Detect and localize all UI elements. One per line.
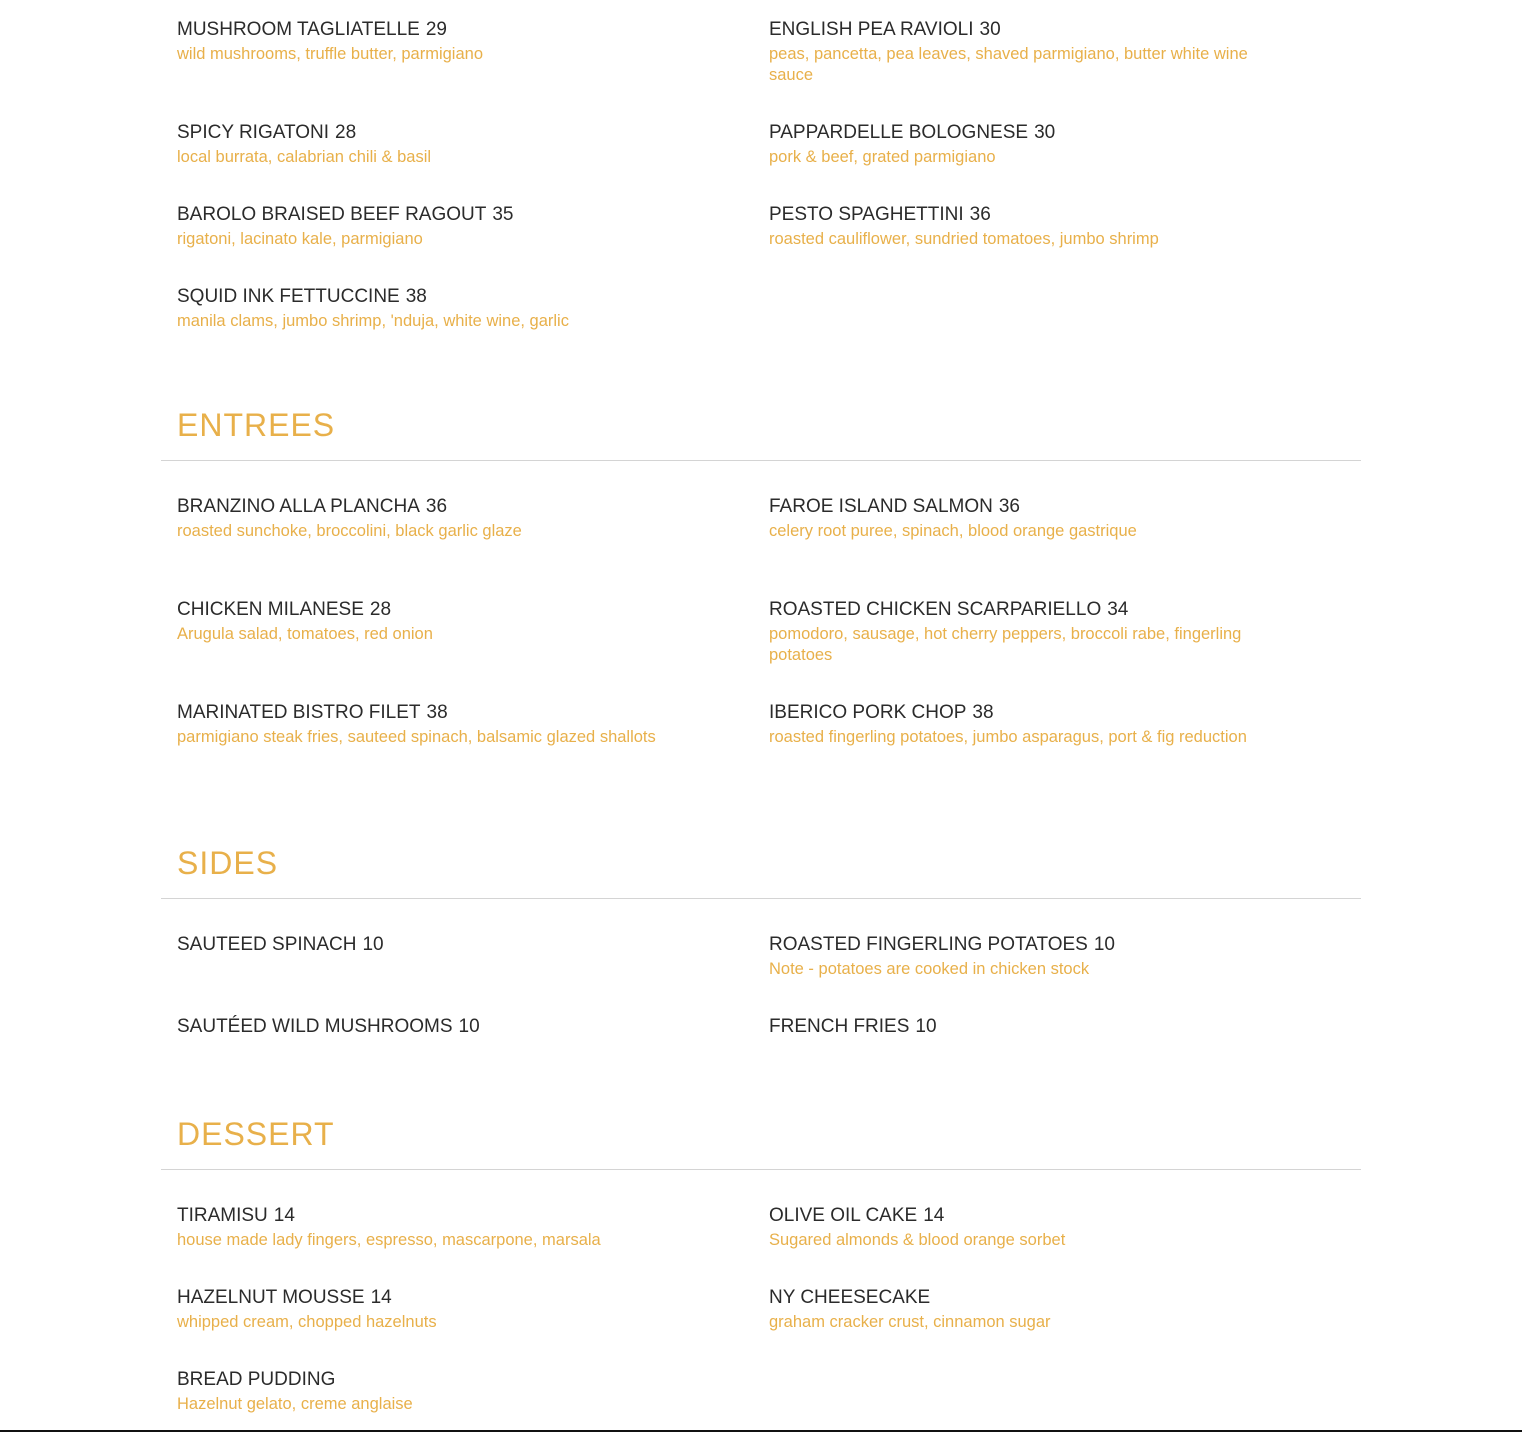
menu-item xyxy=(769,1286,1269,1333)
item-price: 14 xyxy=(273,1205,295,1226)
section-title: SIDES xyxy=(177,845,279,881)
item-name: NY CHEESECAKE xyxy=(769,1287,931,1308)
menu-item xyxy=(177,598,677,645)
item-heading xyxy=(769,495,1269,519)
item-price: 36 xyxy=(425,496,448,517)
menu-item xyxy=(177,495,677,542)
section-title: ENTREES xyxy=(177,407,336,443)
section-divider xyxy=(161,460,1361,461)
item-heading xyxy=(769,933,1269,957)
item-name: SPICY RIGATONI xyxy=(177,122,330,143)
menu-item xyxy=(177,18,677,65)
item-heading xyxy=(769,1286,1269,1310)
menu-item xyxy=(769,1015,1269,1039)
item-heading xyxy=(177,598,677,622)
menu-item xyxy=(177,1204,677,1251)
menu-item xyxy=(769,203,1269,250)
item-price: 38 xyxy=(405,286,427,307)
item-name: PAPPARDELLE BOLOGNESE xyxy=(769,122,1029,143)
item-description: roasted cauliflower, sundried tomatoes, jumbo shrimp xyxy=(769,230,1159,248)
item-name: TIRAMISU xyxy=(177,1205,268,1226)
item-heading xyxy=(177,1286,677,1310)
item-heading xyxy=(177,933,677,957)
item-heading xyxy=(769,121,1269,145)
item-heading xyxy=(769,1204,1269,1228)
item-description: Arugula salad, tomatoes, red onion xyxy=(177,625,433,643)
item-name: ROASTED CHICKEN SCARPARIELLO xyxy=(769,599,1102,620)
item-description: roasted fingerling potatoes, jumbo asparagus, port & fig reduction xyxy=(769,728,1247,746)
item-name: BREAD PUDDING xyxy=(177,1369,336,1390)
section-divider xyxy=(161,898,1361,899)
item-name: FAROE ISLAND SALMON xyxy=(769,496,993,517)
menu-item xyxy=(177,933,677,957)
item-description: whipped cream, chopped hazelnuts xyxy=(177,1313,437,1331)
menu-item xyxy=(769,701,1269,748)
item-description: celery root puree, spinach, blood orange gastrique xyxy=(769,522,1137,540)
item-price: 10 xyxy=(915,1016,937,1037)
item-name: FRENCH FRIES xyxy=(769,1016,910,1037)
item-price: 14 xyxy=(370,1287,392,1308)
item-heading xyxy=(177,285,677,309)
item-description: local burrata, calabrian chili & basil xyxy=(177,148,432,166)
item-price: 28 xyxy=(369,599,392,620)
item-heading xyxy=(769,1015,1269,1039)
item-heading xyxy=(769,18,1269,42)
dessert-section-header xyxy=(161,1115,1361,1175)
item-description: Sugared almonds & blood orange sorbet xyxy=(769,1231,1066,1249)
menu-item xyxy=(769,1204,1269,1251)
item-heading xyxy=(177,1015,677,1039)
item-heading xyxy=(177,495,677,519)
item-description: rigatoni, lacinato kale, parmigiano xyxy=(177,230,423,248)
item-price: 28 xyxy=(335,122,357,143)
item-name: SQUID INK FETTUCCINE xyxy=(177,286,400,307)
item-name: BAROLO BRAISED BEEF RAGOUT xyxy=(177,204,487,225)
item-heading xyxy=(177,18,677,42)
item-price: 35 xyxy=(492,204,514,225)
item-name: PESTO SPAGHETTINI xyxy=(769,204,964,225)
item-heading xyxy=(177,701,677,725)
item-description: graham cracker crust, cinnamon sugar xyxy=(769,1313,1051,1331)
item-heading xyxy=(769,701,1269,725)
item-description: manila clams, jumbo shrimp, 'nduja, white wine, garlic xyxy=(177,312,569,330)
item-description: peas, pancetta, pea leaves, shaved parmigiano, butter white wine sauce xyxy=(769,45,1248,84)
menu-item xyxy=(769,933,1269,980)
item-price: 10 xyxy=(1093,934,1115,955)
item-name: SAUTÉED WILD MUSHROOMS xyxy=(177,1016,453,1037)
item-price: 30 xyxy=(1034,122,1056,143)
item-name: ROASTED FINGERLING POTATOES xyxy=(769,934,1088,955)
item-description: parmigiano steak fries, sauteed spinach, balsamic glazed shallots xyxy=(177,728,656,746)
menu-item xyxy=(769,121,1269,168)
menu-item xyxy=(177,1368,677,1415)
item-heading xyxy=(177,203,677,227)
menu-item xyxy=(177,1015,677,1039)
item-name: OLIVE OIL CAKE xyxy=(769,1205,918,1226)
item-name: SAUTEED SPINACH xyxy=(177,934,357,955)
section-divider xyxy=(161,1169,1361,1170)
item-description: Hazelnut gelato, creme anglaise xyxy=(177,1395,413,1413)
item-heading xyxy=(177,1368,677,1392)
item-price: 36 xyxy=(969,204,991,225)
item-price: 30 xyxy=(979,19,1001,40)
section-title: DESSERT xyxy=(177,1116,335,1152)
item-name: IBERICO PORK CHOP xyxy=(769,702,967,723)
item-price: 29 xyxy=(425,19,447,40)
menu-item xyxy=(177,121,677,168)
item-name: MUSHROOM TAGLIATELLE xyxy=(177,19,420,40)
item-heading xyxy=(769,598,1269,622)
item-price: 38 xyxy=(972,702,994,723)
item-description: pomodoro, sausage, hot cherry peppers, broccoli rabe, fingerling potatoes xyxy=(769,625,1242,664)
item-description: roasted sunchoke, broccolini, black garlic glaze xyxy=(177,522,522,540)
menu-item xyxy=(769,495,1269,542)
item-heading xyxy=(177,1204,677,1228)
item-description: pork & beef, grated parmigiano xyxy=(769,148,996,166)
menu-item xyxy=(177,1286,677,1333)
menu-item xyxy=(177,285,677,332)
item-price: 38 xyxy=(426,702,448,723)
item-price: 36 xyxy=(998,496,1020,517)
menu-item xyxy=(769,598,1269,666)
sides-section-header xyxy=(161,844,1361,904)
item-heading xyxy=(769,203,1269,227)
menu-item xyxy=(769,18,1269,86)
item-price: 10 xyxy=(458,1016,480,1037)
item-description: house made lady fingers, espresso, mascarpone, marsala xyxy=(177,1231,601,1249)
item-name: HAZELNUT MOUSSE xyxy=(177,1287,365,1308)
item-heading xyxy=(177,121,677,145)
menu-item xyxy=(177,203,677,250)
item-name: MARINATED BISTRO FILET xyxy=(177,702,421,723)
item-name: ENGLISH PEA RAVIOLI xyxy=(769,19,974,40)
item-description: wild mushrooms, truffle butter, parmigiano xyxy=(177,45,483,63)
item-price: 14 xyxy=(923,1205,945,1226)
item-description: Note - potatoes are cooked in chicken stock xyxy=(769,960,1090,978)
page-bottom-border xyxy=(0,1430,1522,1432)
item-name: BRANZINO ALLA PLANCHA xyxy=(177,496,420,517)
item-price: 34 xyxy=(1107,599,1129,620)
item-name: CHICKEN MILANESE xyxy=(177,599,364,620)
entrees-section-header xyxy=(161,406,1361,466)
item-price: 10 xyxy=(362,934,384,955)
menu-item xyxy=(177,701,677,748)
